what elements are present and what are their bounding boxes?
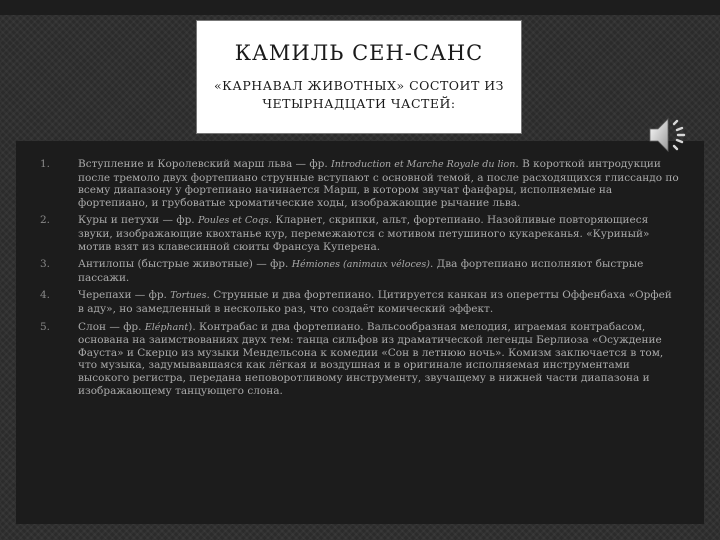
title-box <box>196 20 522 134</box>
item-number: 2. <box>40 214 51 227</box>
item-text: Слон — фр. <box>78 320 145 333</box>
slide-title: КАМИЛЬ СЕН-САНС <box>234 41 484 65</box>
item-french-title: Tortues <box>170 290 207 302</box>
item-french-title: Eléphant <box>144 321 189 333</box>
item-text: Куры и петухи — фр. <box>78 214 198 227</box>
list-item <box>40 289 680 315</box>
top-band <box>0 0 720 15</box>
item-number: 5. <box>40 320 51 333</box>
item-number: 1. <box>40 158 51 170</box>
list-item <box>40 321 680 398</box>
item-text: Вступление и Королевский марш льва — фр. <box>78 158 332 170</box>
parts-list <box>40 158 680 402</box>
item-text: . Два фортепиано исполняют быстрые пассажи. <box>78 258 644 284</box>
item-text: . Кларнет, скрипки, альт, фортепиано. Назойливые повторяющиеся звуки, изображающие квохтанье кур, перемежаются с мотивом петушиного кукареканья. «Куриный» мотив взят из клавесинной сюиты Франсуа Куперена. <box>78 214 650 253</box>
item-text: Антилопы (быстрые животные) — фр. <box>78 258 292 271</box>
item-text: Черепахи — фр. <box>78 289 171 302</box>
item-text: . Струнные и два фортепиано. Цитируется канкан из оперетты Оффенбаха «Орфей в аду», но замедленный в несколько раз, что создаёт комический эффект. <box>78 289 672 315</box>
item-text: ). Контрабас и два фортепиано. Вальсообразная мелодия, играемая контрабасом, основана на заимствованиях двух тем: танца сильфов из драматической легенды Берлиоза «Осуждение Фауста» и Скерцо из музыки Мендельсона к комедии «Сон в летнюю ночь». Комизм заключается в том, что музыка, задумывавшаяся как лёгкая и воздушная и в оригинале исполняемая инструментами высокого регистра, передана неповоротливому инструменту, звучащему в нижней части диапазона и изображающему танцующего слона. <box>78 320 664 397</box>
item-number: 4. <box>40 289 51 302</box>
list-item <box>40 158 680 209</box>
speaker-icon[interactable] <box>646 112 692 158</box>
list-item <box>40 214 680 253</box>
item-french-title: Poules et Coqs <box>197 215 269 227</box>
item-text: . В короткой интродукции после тремоло двух фортепиано струнные вступают с основной темой, а после расходящихся глиссандо по всему диапазону у фортепиано начинается Марш, в котором звучат фанфары, исполняемые на фортепиано, и грубоватые хроматические ходы, изображающие рычание льва. <box>78 158 679 209</box>
item-french-title: Hémiones (animaux véloces) <box>291 259 430 271</box>
slide-subtitle: «КАРНАВАЛ ЖИВОТНЫХ» СОСТОИТ ИЗ ЧЕТЫРНАДЦАТИ ЧАСТЕЙ: <box>214 78 504 111</box>
list-item <box>40 258 680 284</box>
item-french-title: Introduction et Marche Royale du lion <box>331 159 516 170</box>
item-number: 3. <box>40 258 51 271</box>
